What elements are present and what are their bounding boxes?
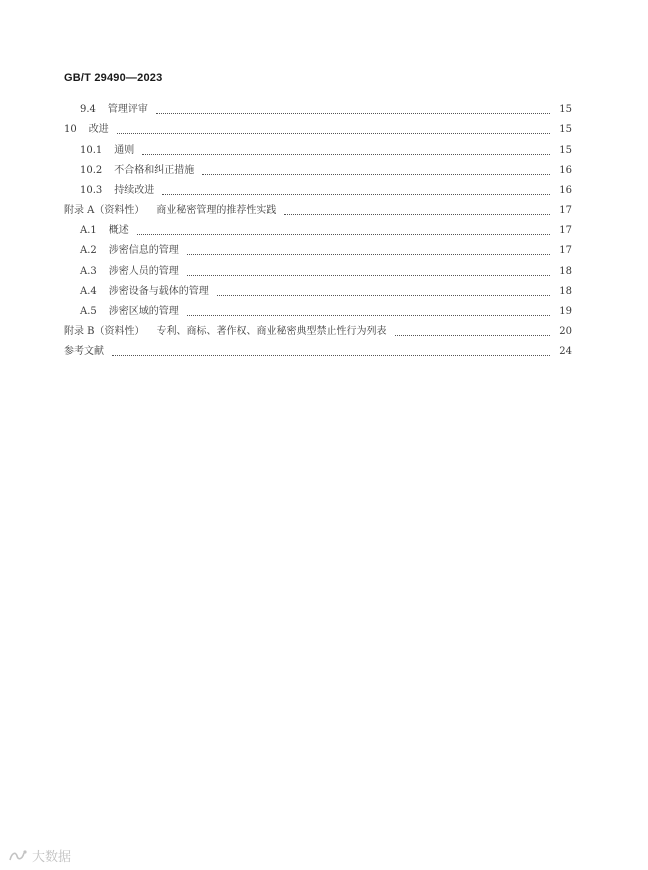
toc-entry-a-2[interactable] bbox=[80, 241, 572, 261]
toc-number: A.1 bbox=[80, 225, 97, 236]
toc-entry-10-3[interactable] bbox=[80, 181, 572, 201]
toc-number: 10.3 bbox=[80, 185, 103, 196]
dot-leader bbox=[395, 335, 550, 336]
dot-leader bbox=[156, 113, 550, 114]
toc-entry-10-2[interactable] bbox=[80, 161, 572, 181]
toc-title: 通则 bbox=[114, 145, 135, 156]
toc-page-number: 15 bbox=[559, 104, 572, 115]
toc-page-number: 18 bbox=[559, 266, 572, 277]
toc-page-number: 24 bbox=[559, 346, 572, 357]
toc-number: 附录 B（资料性） bbox=[64, 326, 145, 337]
toc-entry-9-4[interactable] bbox=[80, 100, 572, 120]
toc-page-number: 17 bbox=[559, 225, 572, 236]
toc-title: 专利、商标、著作权、商业秘密典型禁止性行为列表 bbox=[156, 326, 387, 337]
toc-number: 10 bbox=[64, 124, 77, 135]
toc-page-number: 18 bbox=[559, 286, 572, 297]
toc-title: 持续改进 bbox=[114, 185, 155, 196]
watermark-logo-icon bbox=[8, 849, 28, 863]
toc-number: 10.1 bbox=[80, 145, 103, 156]
toc-entry-a-3[interactable] bbox=[80, 262, 572, 282]
watermark bbox=[8, 846, 71, 865]
dot-leader bbox=[187, 315, 550, 316]
toc-number: 9.4 bbox=[80, 104, 96, 115]
toc-title: 涉密信息的管理 bbox=[108, 245, 179, 256]
toc-page-number: 16 bbox=[559, 185, 572, 196]
watermark-text: 大数据 bbox=[32, 849, 72, 864]
toc-entry-annex-b[interactable] bbox=[64, 322, 572, 342]
toc-page-number: 19 bbox=[559, 306, 572, 317]
toc-entry-10-1[interactable] bbox=[80, 141, 572, 161]
toc-title: 改进 bbox=[88, 124, 109, 135]
standard-code: GB/T 29490—2023 bbox=[64, 72, 163, 84]
dot-leader bbox=[187, 275, 550, 276]
toc-entry-a-4[interactable] bbox=[80, 282, 572, 302]
dot-leader bbox=[137, 234, 550, 235]
toc-page-number: 16 bbox=[559, 165, 572, 176]
toc-entry-bibliography[interactable] bbox=[64, 342, 572, 362]
toc-number: A.4 bbox=[80, 286, 97, 297]
toc-title: 涉密区域的管理 bbox=[108, 306, 179, 317]
toc-entry-a-1[interactable] bbox=[80, 221, 572, 241]
dot-leader bbox=[217, 295, 550, 296]
dot-leader bbox=[162, 194, 550, 195]
toc-page-number: 17 bbox=[559, 205, 572, 216]
toc-entry-a-5[interactable] bbox=[80, 302, 572, 322]
toc-title: 管理评审 bbox=[107, 104, 148, 115]
dot-leader bbox=[187, 254, 550, 255]
toc-page-number: 15 bbox=[559, 145, 572, 156]
toc-title: 参考文献 bbox=[64, 346, 104, 357]
toc-title: 涉密人员的管理 bbox=[108, 266, 179, 277]
toc-number: 10.2 bbox=[80, 165, 103, 176]
toc-title: 不合格和纠正措施 bbox=[114, 165, 195, 176]
toc-number: 附录 A（资料性） bbox=[64, 205, 145, 216]
dot-leader bbox=[117, 133, 550, 134]
dot-leader bbox=[112, 355, 550, 356]
toc-entry-annex-a[interactable] bbox=[64, 201, 572, 221]
toc-page-number: 17 bbox=[559, 245, 572, 256]
toc-number: A.5 bbox=[80, 306, 97, 317]
toc-page-number: 15 bbox=[559, 124, 572, 135]
toc-title: 涉密设备与载体的管理 bbox=[108, 286, 209, 297]
toc-title: 商业秘密管理的推荐性实践 bbox=[156, 205, 277, 216]
dot-leader bbox=[142, 154, 550, 155]
toc-title: 概述 bbox=[108, 225, 129, 236]
dot-leader bbox=[202, 174, 550, 175]
dot-leader bbox=[284, 214, 550, 215]
toc-number: A.2 bbox=[80, 245, 97, 256]
toc-page-number: 20 bbox=[559, 326, 572, 337]
toc-entry-10[interactable] bbox=[64, 120, 572, 140]
toc-number: A.3 bbox=[80, 266, 97, 277]
